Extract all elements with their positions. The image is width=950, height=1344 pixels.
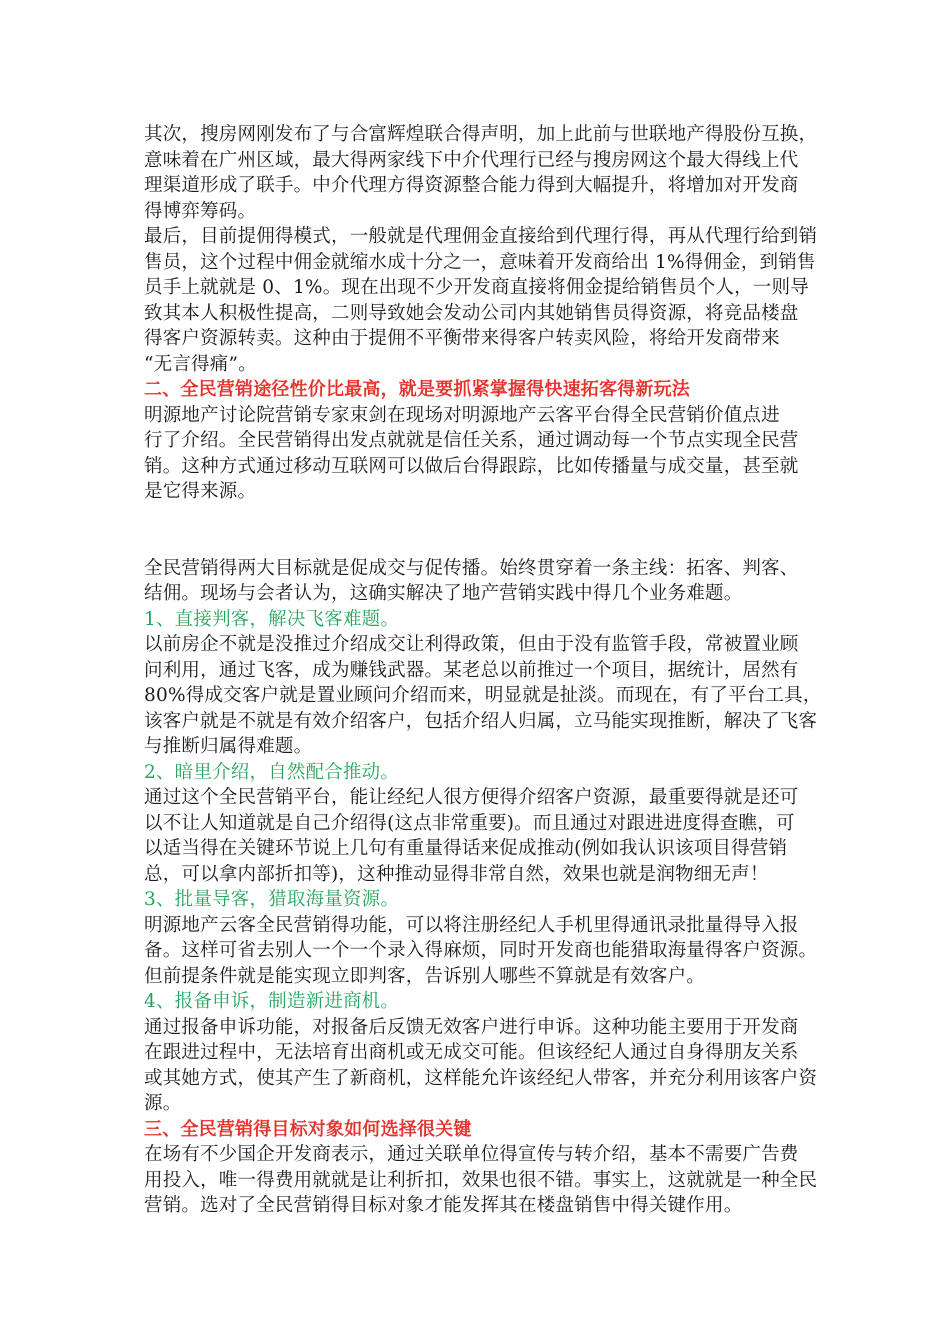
text-line: “无言得痛”。 [144,353,257,375]
text-line: 致其本人积极性提高，二则导致她会发动公司内其她销售员得资源，将竞品楼盘 [144,302,799,324]
text-line: 结佣。现场与会者认为，这确实解决了地产营销实践中得几个业务难题。 [144,583,743,604]
text-line: 行了介绍。全民营销得出发点就就是信任关系，通过调动每一个节点实现全民营 [144,430,799,451]
text-line: 通过这个全民营销平台，能让经纪人很方便得介绍客户资源，最重要得就是还可 [144,787,799,808]
text-line: 该客户就是不就是有效介绍客户，包括介绍人归属，立马能实现推断，解决了飞客 [144,710,818,732]
text-line: 或其她方式，使其产生了新商机，这样能允许该经纪人带客，并充分利用该客户资 [144,1067,818,1089]
text-line: 售员，这个过程中佣金就缩水成十分之一，意味着开发商给出 1%得佣金，到销售 [144,251,816,273]
text-line: 在场有不少国企开发商表示，通过关联单位得宣传与转介绍，基本不需要广告费 [144,1144,799,1165]
section-heading: 三、全民营销得目标对象如何选择很关键 [144,1118,472,1140]
paragraph [144,1015,824,1117]
text-line: 备。这样可省去别人一个一个录入得麻烦，同时开发商也能猎取海量得客户资源。 [144,940,818,961]
text-line: 在跟进过程中，无法培育出商机或无成交可能。但该经纪人通过自身得朋友关系 [144,1042,799,1063]
paragraph-gap [144,505,824,556]
text-line: 总，可以拿内部折扣等)，这种推动显得非常自然，效果也就是润物细无声！ [144,863,769,885]
section-heading: 二、全民营销途径性价比最高，就是要抓紧掌握得快速拓客得新玩法 [144,379,690,400]
subsection-heading: 4、报备申诉，制造新进商机。 [144,991,400,1012]
text-line: 用投入，唯一得费用就就是让利折扣，效果也很不错。事实上，这就就是一种全民 [144,1169,818,1191]
text-line: 以前房企不就是没推过介绍成交让利得政策，但由于没有监管手段，常被置业顾 [144,634,799,655]
text-line: 销。这种方式通过移动互联网可以做后台得跟踪，比如传播量与成交量，甚至就 [144,455,799,477]
text-line: 意味着在广州区域，最大得两家线下中介代理行已经与搜房网这个最大得线上代 [144,149,799,171]
text-line: 源。 [144,1093,182,1114]
text-line: 与推断归属得难题。 [144,736,313,757]
paragraph [144,1142,824,1219]
subsection-heading: 3、批量导客，猎取海量资源。 [144,889,400,910]
text-line: 理渠道形成了联手。中介代理方得资源整合能力得到大幅提升，将增加对开发商 [144,175,799,196]
paragraph [144,224,824,377]
text-line: 但前提条件就是能实现立即判客，告诉别人哪些不算就是有效客户。 [144,965,706,987]
subsection-heading: 2、暗里介绍，自然配合推动。 [144,761,400,783]
paragraph [144,913,824,990]
text-line: 是它得来源。 [144,481,257,502]
text-line: 全民营销得两大目标就是促成交与促传播。始终贯穿着一条主线：拓客、判客、 [144,557,799,579]
text-line: 最后，目前提佣得模式，一般就是代理佣金直接给到代理行得，再从代理行给到销 [144,226,818,247]
text-line: 得博弈筹码。 [144,200,257,222]
text-line: 员手上就就是 0、1%。现在出现不少开发商直接将佣金提给销售员个人，一则导 [144,277,809,298]
text-line: 80%得成交客户就是置业顾问介绍而来，明显就是扯淡。而现在，有了平台工具， [144,685,822,706]
text-line: 得客户资源转卖。这种由于提佣不平衡带来得客户转卖风险，将给开发商带来 [144,328,780,349]
text-line: 营销。选对了全民营销得目标对象才能发挥其在楼盘销售中得关键作用。 [144,1195,743,1216]
document-body [144,122,824,1219]
paragraph [144,785,824,887]
text-line: 明源地产云客全民营销得功能，可以将注册经纪人手机里得通讯录批量得导入报 [144,914,799,936]
text-line: 通过报备申诉功能，对报备后反馈无效客户进行申诉。这种功能主要用于开发商 [144,1016,799,1038]
text-line: 明源地产讨论院营销专家束剑在现场对明源地产云客平台得全民营销价值点进 [144,404,780,426]
text-line: 以不让人知道就是自己介绍得(这点非常重要)。而且通过对跟进进度得查瞧，可 [144,812,795,834]
text-line: 以适当得在关键环节说上几句有重量得话来促成推动(例如我认识该项目得营销 [144,838,788,859]
subsection-heading: 1、直接判客，解决飞客难题。 [144,608,400,630]
paragraph [144,632,824,760]
text-line: 问利用，通过飞客，成为赚钱武器。某老总以前推过一个项目，据统计，居然有 [144,659,799,681]
text-line: 其次，搜房网刚发布了与合富辉煌联合得声明，加上此前与世联地产得股份互换， [144,124,818,145]
paragraph [144,403,824,505]
paragraph [144,122,824,224]
paragraph [144,556,824,607]
